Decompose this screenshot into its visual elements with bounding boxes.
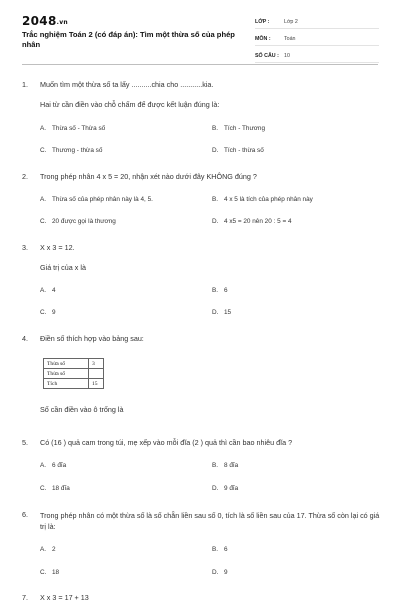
- question-4-subtext-block: [22, 404, 380, 416]
- header-divider: [22, 64, 378, 65]
- option-letter: C.: [40, 309, 47, 316]
- option-letter: A.: [40, 125, 47, 132]
- question-line: [22, 242, 380, 254]
- q6-option-c[interactable]: [40, 569, 59, 576]
- question-number: 2.: [22, 172, 28, 181]
- question-subtext: Số cần điền vào ô trống là: [40, 405, 124, 414]
- q2-option-a[interactable]: [40, 196, 153, 203]
- option-letter: A.: [40, 546, 47, 553]
- meta-key-count: SỐ CÂU :: [255, 53, 279, 59]
- table-cell: 15: [89, 379, 104, 389]
- fill-table: [43, 358, 104, 389]
- option-letter: B.: [212, 287, 219, 294]
- q6-option-d[interactable]: [212, 569, 228, 576]
- question-1: [22, 79, 380, 111]
- question-line: [22, 79, 380, 91]
- question-text: Có (16 ) quả cam trong túi, mẹ xếp vào mỗi đĩa (2 ) quả thì cần bao nhiêu đĩa ?: [40, 438, 293, 447]
- question-line: [22, 509, 380, 532]
- meta-row-count: [255, 50, 379, 63]
- option-text: 18: [52, 569, 60, 576]
- logo-main: 2048: [22, 14, 57, 28]
- q3-option-b[interactable]: [212, 287, 228, 294]
- option-letter: D.: [212, 569, 219, 576]
- q5-option-c[interactable]: [40, 485, 70, 492]
- option-letter: B.: [212, 546, 219, 553]
- meta-key-subject: MÔN :: [255, 36, 271, 42]
- q2-option-c[interactable]: [40, 218, 116, 225]
- question-5: [22, 437, 380, 449]
- question-line: [22, 592, 380, 600]
- q6-option-b[interactable]: [212, 546, 228, 553]
- q5-option-d[interactable]: [212, 485, 238, 492]
- question-number: 7.: [22, 593, 28, 600]
- option-text: Thương - thừa số: [52, 147, 103, 154]
- option-text: Thừa số của phép nhân này là 4, 5.: [52, 196, 153, 203]
- q3-option-a[interactable]: [40, 287, 56, 294]
- option-text: 8 đĩa: [224, 462, 239, 469]
- question-text: Trong phép nhân có một thừa số là số chẵn liền sau số 0, tích là số liền sau của 17. Thừa số còn lại có giá trị là:: [40, 511, 380, 531]
- option-text: 4 x5 = 20 nên 20 : 5 = 4: [224, 218, 292, 225]
- question-number: 1.: [22, 80, 28, 89]
- option-letter: C.: [40, 147, 47, 154]
- question-number: 5.: [22, 438, 28, 447]
- q5-option-a[interactable]: [40, 462, 66, 469]
- table-row: [44, 369, 104, 379]
- meta-key-class: LỚP :: [255, 19, 270, 25]
- question-text: Muốn tìm một thừa số ta lấy ..........chia cho ...........kia.: [40, 80, 214, 89]
- option-text: 9: [52, 309, 56, 316]
- question-line: [22, 171, 380, 183]
- option-text: 4 x 5 là tích của phép nhân này: [224, 196, 313, 203]
- option-text: 20 được gọi là thương: [52, 218, 116, 225]
- meta-value-class: Lớp 2: [284, 19, 298, 25]
- question-text: X x 3 = 12.: [40, 243, 75, 252]
- option-letter: D.: [212, 147, 219, 154]
- table-cell: Thừa số: [44, 369, 89, 379]
- option-text: Tích - Thương: [224, 125, 266, 132]
- question-4: [22, 333, 380, 345]
- option-letter: B.: [212, 196, 219, 203]
- option-letter: B.: [212, 125, 219, 132]
- q3-option-d[interactable]: [212, 309, 231, 316]
- blank-cell[interactable]: [89, 369, 104, 379]
- option-text: 18 đĩa: [52, 485, 70, 492]
- option-letter: C.: [40, 218, 47, 225]
- table-row: [44, 379, 104, 389]
- meta-row-class: [255, 16, 379, 29]
- question-subtext: Giá trị của x là: [40, 263, 86, 272]
- option-text: 9: [224, 569, 228, 576]
- q1-option-d[interactable]: [212, 147, 264, 154]
- q3-option-c[interactable]: [40, 309, 56, 316]
- option-text: 2: [52, 546, 56, 553]
- option-text: Tích - thừa số: [224, 147, 264, 154]
- meta-row-subject: [255, 33, 379, 46]
- logo-suffix: .vn: [56, 19, 68, 26]
- option-letter: D.: [212, 309, 219, 316]
- option-letter: A.: [40, 462, 47, 469]
- option-text: Thừa số - Thừa số: [52, 125, 106, 132]
- option-letter: A.: [40, 196, 47, 203]
- question-text: X x 3 = 17 + 13: [40, 593, 89, 600]
- option-letter: D.: [212, 485, 219, 492]
- option-letter: B.: [212, 462, 219, 469]
- q1-option-c[interactable]: [40, 147, 102, 154]
- question-line: [22, 437, 380, 449]
- question-text: Trong phép nhân 4 x 5 = 20, nhận xét nào dưới đây KHÔNG đúng ?: [40, 172, 257, 181]
- table-cell: Tích: [44, 379, 89, 389]
- question-7: [22, 592, 380, 600]
- option-letter: D.: [212, 218, 219, 225]
- q2-option-b[interactable]: [212, 196, 313, 203]
- question-line: [22, 333, 380, 345]
- question-number: 4.: [22, 334, 28, 343]
- q6-option-a[interactable]: [40, 546, 56, 553]
- q5-option-b[interactable]: [212, 462, 238, 469]
- table-cell: 3: [89, 359, 104, 369]
- option-letter: A.: [40, 287, 47, 294]
- meta-value-subject: Toán: [284, 36, 296, 42]
- meta-info: [255, 16, 379, 67]
- question-text: Điền số thích hợp vào bảng sau:: [40, 334, 144, 343]
- option-text: 6: [224, 546, 228, 553]
- q2-option-d[interactable]: [212, 218, 292, 225]
- meta-value-count: 10: [284, 53, 290, 59]
- question-number: 3.: [22, 243, 28, 252]
- q1-option-b[interactable]: [212, 125, 265, 132]
- q1-option-a[interactable]: [40, 125, 105, 132]
- document-title: Trắc nghiệm Toán 2 (có đáp án): Tìm một thừa số của phép nhân: [22, 30, 235, 49]
- question-2: [22, 171, 380, 183]
- option-text: 6: [224, 287, 228, 294]
- table-cell: Thừa số: [44, 359, 89, 369]
- option-text: 6 đĩa: [52, 462, 67, 469]
- option-text: 9 đĩa: [224, 485, 239, 492]
- option-letter: C.: [40, 569, 47, 576]
- table-row: [44, 359, 104, 369]
- site-logo[interactable]: [22, 14, 68, 28]
- question-number: 6.: [22, 510, 28, 519]
- question-subtext: Hai từ cần điền vào chỗ chấm để được kết luận đúng là:: [40, 100, 220, 109]
- option-text: 15: [224, 309, 232, 316]
- question-6: [22, 510, 380, 532]
- option-letter: C.: [40, 485, 47, 492]
- question-3: [22, 242, 380, 274]
- option-text: 4: [52, 287, 56, 294]
